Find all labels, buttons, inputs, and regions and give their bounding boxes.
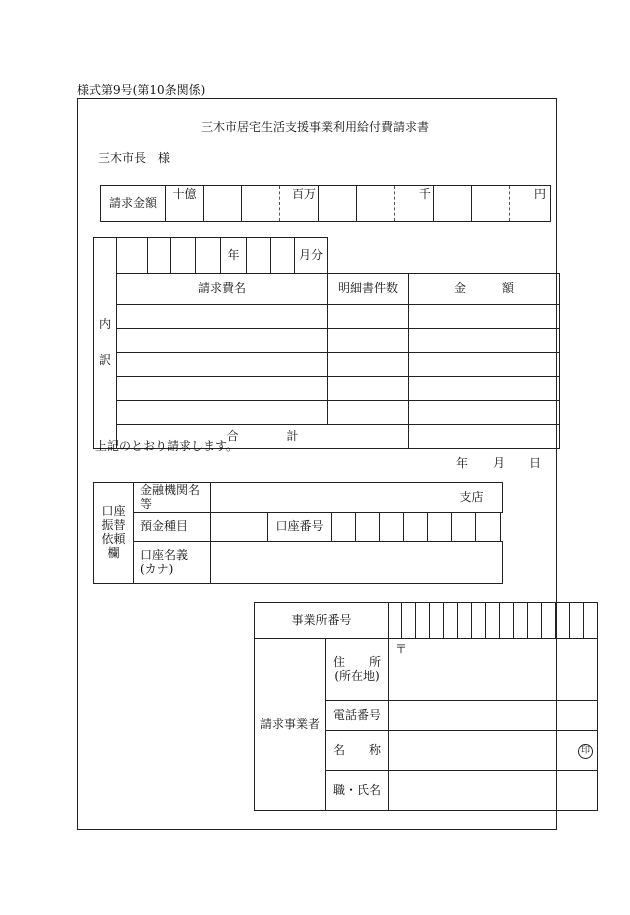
amount-digit[interactable] (319, 186, 357, 222)
amount-label: 請求金額 (101, 186, 166, 222)
fee-name-cell[interactable] (117, 353, 328, 377)
amount-cell[interactable] (409, 329, 560, 353)
bank-table (93, 482, 503, 584)
position-field[interactable] (389, 771, 598, 811)
business-table (254, 602, 598, 811)
date-day-label: 日 (529, 456, 542, 470)
amount-digit[interactable] (242, 186, 280, 222)
office-digit[interactable] (389, 603, 402, 639)
form-title: 三木市居宅生活支援事業利用給付費請求書 (200, 120, 429, 134)
amount-cell[interactable] (409, 377, 560, 401)
count-cell[interactable] (328, 401, 409, 425)
empty-corner (328, 238, 560, 274)
month-digit[interactable] (271, 238, 295, 274)
statement-text: 上記のとおり請求します。 (95, 439, 239, 453)
count-cell[interactable] (328, 305, 409, 329)
unit-billion[interactable]: 十億 (166, 186, 204, 222)
amount-cell[interactable] (409, 353, 560, 377)
seal-icon: 印 (578, 744, 593, 759)
fee-name-cell[interactable] (117, 377, 328, 401)
office-digit[interactable] (542, 603, 556, 639)
fee-name-cell[interactable] (117, 329, 328, 353)
office-digit[interactable] (556, 603, 570, 639)
unit-yen[interactable]: 円 (510, 186, 551, 222)
claimant-label: 請求事業者 (255, 639, 326, 811)
phone-label: 電話番号 (326, 701, 389, 731)
office-digit[interactable] (430, 603, 444, 639)
office-digit[interactable] (584, 603, 598, 639)
form-id: 様式第9号(第10条関係) (77, 83, 206, 97)
total-amount-cell[interactable] (409, 425, 560, 449)
count-cell[interactable] (328, 377, 409, 401)
name-label: 名 称 (326, 731, 389, 771)
position-label: 職・氏名 (326, 771, 389, 811)
count-cell[interactable] (328, 353, 409, 377)
address-field[interactable] (389, 639, 598, 701)
office-digit[interactable] (458, 603, 472, 639)
holder-field[interactable] (211, 542, 503, 584)
office-digit[interactable] (486, 603, 500, 639)
amount-digit[interactable] (357, 186, 395, 222)
year-digit[interactable] (196, 238, 221, 274)
amount-table (100, 185, 551, 222)
institution-field[interactable] (211, 483, 503, 513)
breakdown-table (93, 237, 560, 449)
month-digit[interactable] (247, 238, 271, 274)
account-digit[interactable] (404, 513, 428, 542)
year-digit[interactable] (171, 238, 196, 274)
total-label: 合 計 (117, 425, 409, 449)
month-label: 月分 (295, 238, 328, 274)
office-digit[interactable] (416, 603, 430, 639)
branch-label: 支店 (459, 489, 484, 504)
postal-mark: 〒 (395, 642, 408, 656)
amount-digit[interactable] (472, 186, 510, 222)
amount-cell[interactable] (409, 401, 560, 425)
year-label: 年 (221, 238, 247, 274)
year-digit[interactable] (117, 238, 148, 274)
name-field[interactable] (389, 731, 598, 771)
account-digit[interactable] (428, 513, 452, 542)
office-digit[interactable] (528, 603, 542, 639)
header-amount: 金 額 (409, 274, 560, 305)
addressee: 三木市長 様 (98, 151, 171, 165)
account-digit[interactable] (380, 513, 404, 542)
header-count: 明細書件数 (328, 274, 409, 305)
year-digit[interactable] (148, 238, 171, 274)
unit-million[interactable]: 百万 (280, 186, 319, 222)
header-fee-name: 請求費名 (117, 274, 328, 305)
fee-name-cell[interactable] (117, 305, 328, 329)
office-digit[interactable] (500, 603, 514, 639)
account-number-label: 口座番号 (268, 513, 332, 542)
bank-side-label: 口座 振替 依頼 欄 (94, 483, 134, 584)
institution-label: 金融機関名 等 (134, 483, 211, 513)
address-label: 住 所 (所在地) (326, 639, 389, 701)
holder-label: 口座名義 (カナ) (134, 542, 211, 584)
office-digit[interactable] (472, 603, 486, 639)
amount-cell[interactable] (409, 305, 560, 329)
phone-field[interactable] (389, 701, 598, 731)
count-cell[interactable] (328, 329, 409, 353)
unit-thousand[interactable]: 千 (395, 186, 434, 222)
amount-digit[interactable] (204, 186, 242, 222)
office-digit[interactable] (514, 603, 528, 639)
office-digit[interactable] (444, 603, 458, 639)
amount-digit[interactable] (434, 186, 472, 222)
breakdown-side-label: 内 訳 (94, 238, 117, 449)
account-digit[interactable] (476, 513, 501, 542)
date-month-label: 月 (493, 456, 506, 470)
fee-name-cell[interactable] (117, 401, 328, 425)
account-digit[interactable] (356, 513, 380, 542)
account-digit[interactable] (452, 513, 476, 542)
deposit-type-label: 預金種目 (134, 513, 211, 542)
office-digit[interactable] (402, 603, 416, 639)
date-year-label: 年 (456, 456, 469, 470)
office-digit[interactable] (570, 603, 584, 639)
office-number-label: 事業所番号 (255, 603, 389, 639)
account-digit[interactable] (332, 513, 356, 542)
deposit-type-field[interactable] (211, 513, 268, 542)
